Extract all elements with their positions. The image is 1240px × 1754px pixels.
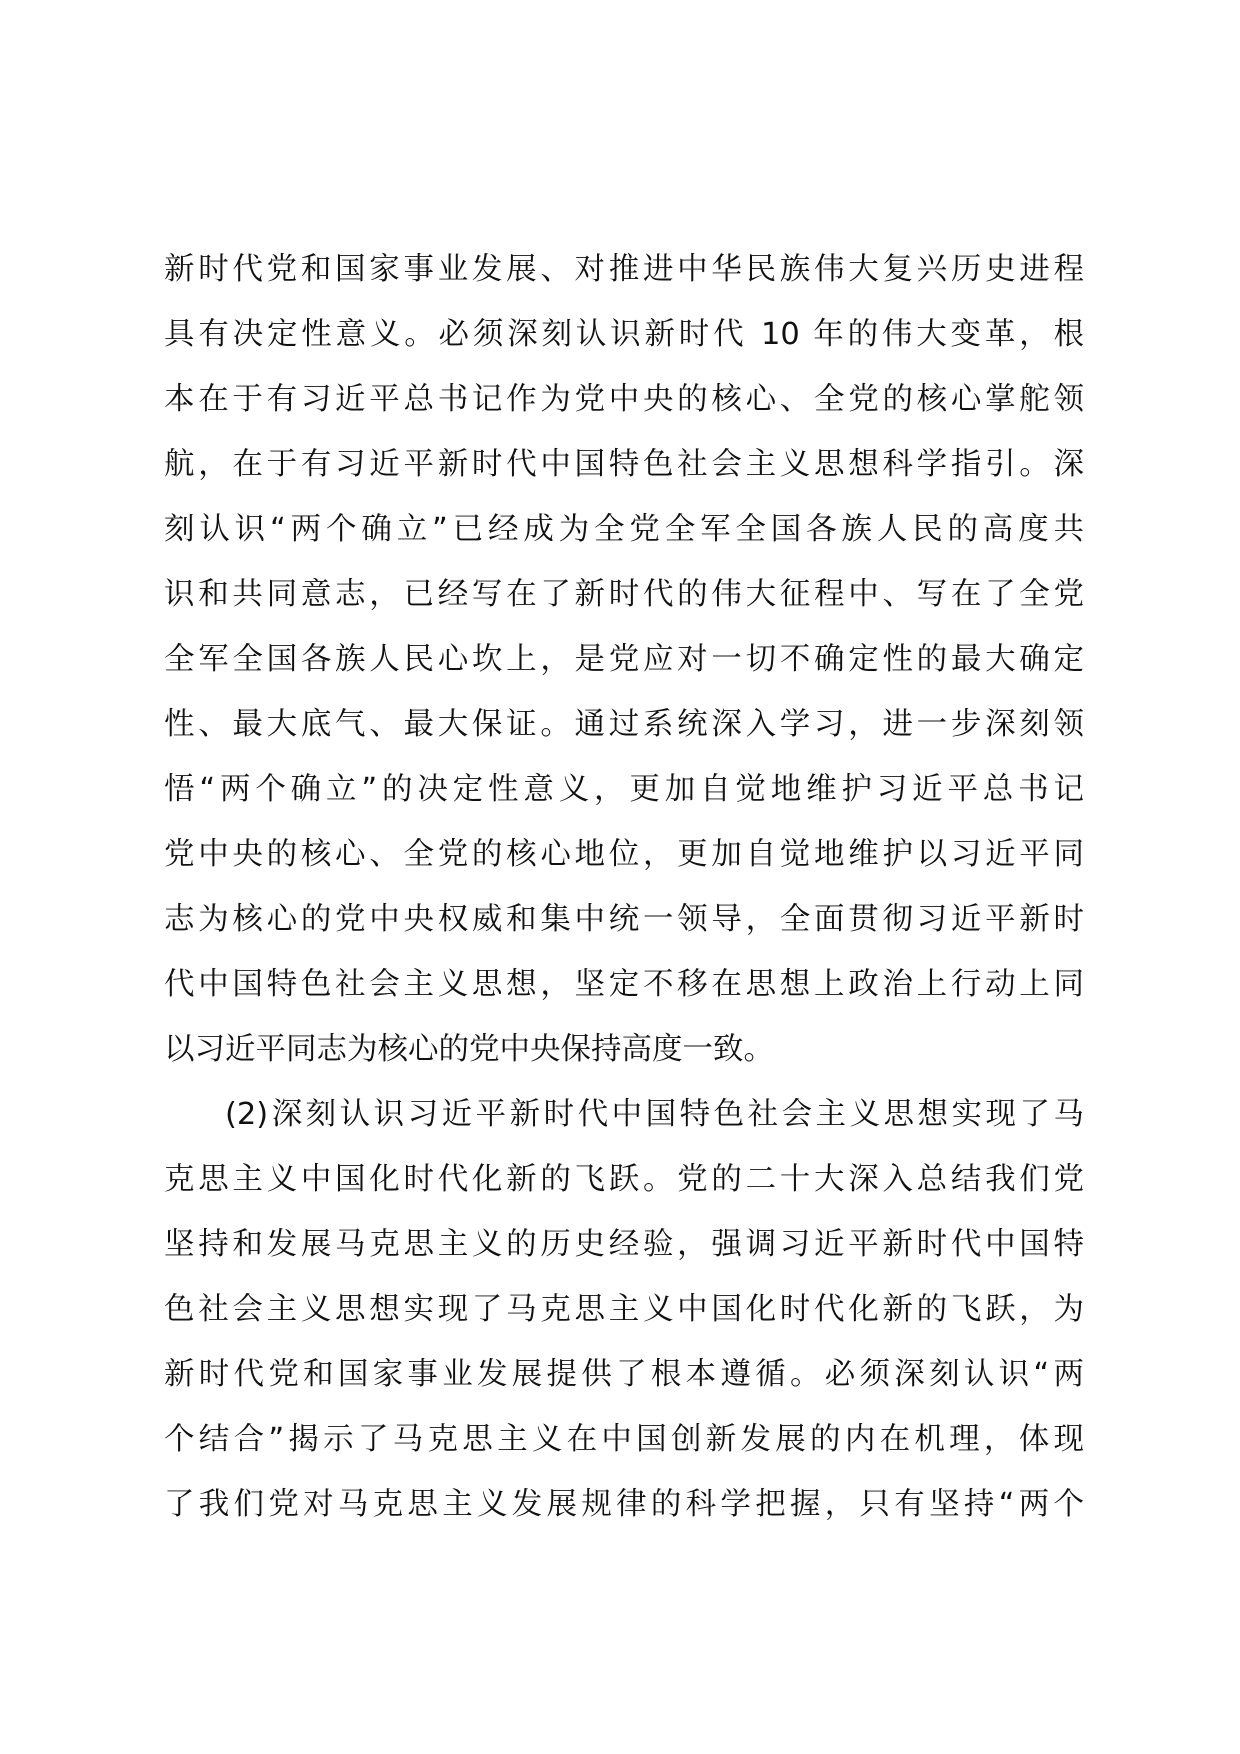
body-text <box>164 237 1084 1537</box>
text-line: 党中央的核心、全党的核心地位，更加自觉地维护以习近平同 <box>164 837 1084 872</box>
text-line: 个结合”揭示了马克思主义在中国创新发展的内在机理，体现 <box>164 1422 1084 1457</box>
text-line: 本在于有习近平总书记作为党中央的核心、全党的核心掌舵领 <box>164 382 1084 417</box>
text-line: 克思主义中国化时代化新的飞跃。党的二十大深入总结我们党 <box>164 1162 1084 1197</box>
text-line: 坚持和发展马克思主义的历史经验，强调习近平新时代中国特 <box>164 1227 1084 1262</box>
text-line: 航，在于有习近平新时代中国特色社会主义思想科学指引。深 <box>164 447 1084 482</box>
text-line: 悟“两个确立”的决定性意义，更加自觉地维护习近平总书记 <box>164 772 1084 807</box>
text-line: 全军全国各族人民心坎上，是党应对一切不确定性的最大确定 <box>164 642 1084 677</box>
text-line: 新时代党和国家事业发展提供了根本遵循。必须深刻认识“两 <box>164 1357 1084 1392</box>
text-line: 色社会主义思想实现了马克思主义中国化时代化新的飞跃，为 <box>164 1292 1084 1327</box>
text-line: 具有决定性意义。必须深刻认识新时代 10 年的伟大变革，根 <box>164 317 1084 352</box>
paragraph-end-line: 以习近平同志为核心的党中央保持高度一致。 <box>164 1032 774 1067</box>
text-line: 代中国特色社会主义思想，坚定不移在思想上政治上行动上同 <box>164 967 1084 1002</box>
text-line: 性、最大底气、最大保证。通过系统深入学习，进一步深刻领 <box>164 707 1084 742</box>
text-line: 志为核心的党中央权威和集中统一领导，全面贯彻习近平新时 <box>164 902 1084 937</box>
text-line: 刻认识“两个确立”已经成为全党全军全国各族人民的高度共 <box>164 512 1084 547</box>
text-line: 新时代党和国家事业发展、对推进中华民族伟大复兴历史进程 <box>164 252 1084 287</box>
text-line: 识和共同意志，已经写在了新时代的伟大征程中、写在了全党 <box>164 577 1084 612</box>
text-line: 了我们党对马克思主义发展规律的科学把握，只有坚持“两个 <box>164 1487 1084 1522</box>
section-heading-line: (2)深刻认识习近平新时代中国特色社会主义思想实现了马 <box>225 1097 1084 1132</box>
